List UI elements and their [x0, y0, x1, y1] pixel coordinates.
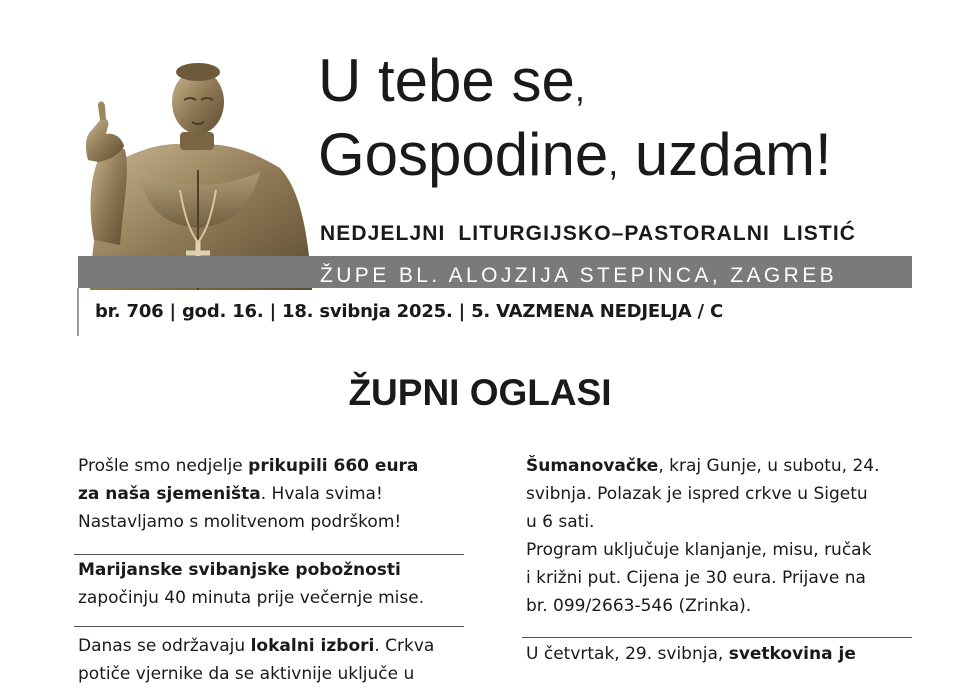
section-heading: ŽUPNI OGLASI: [348, 372, 612, 413]
parish-band: [78, 256, 912, 288]
notice-elections: Danas se održavaju lokalni izbori. Crkva potiče vjernike da se aktivnije uključe u: [78, 636, 435, 684]
issue-border: [77, 288, 79, 336]
separator: [522, 637, 912, 638]
issue-info: br. 706 | god. 16. | 18. svibnja 2025. | 5. VAZMENA NEDJELJA / C: [95, 301, 724, 322]
masthead-title-line-2: Gospodine, uzdam!: [318, 121, 832, 188]
notice-collection: Prošle smo nedjelje prikupili 660 eura za naša sjemeništa. Hvala svima! Nastavljamo s molitvenom podrškom!: [78, 456, 419, 532]
notice-marian-devotions: Marijanske svibanjske pobožnosti započinju 40 minuta prije večernje mise.: [78, 560, 425, 608]
notice-solemnity: U četvrtak, 29. svibnja, svetkovina je: [526, 644, 856, 664]
parish-name: ŽUPE BL. ALOJZIJA STEPINCA, ZAGREB: [320, 264, 838, 287]
notice-pilgrimage: Šumanovačke, kraj Gunje, u subotu, 24. svibnja. Polazak je ispred crkve u Sigetu u 6 sati. Program uključuje klanjanje, misu, ručak i križni put. Cijena je 30 eura. Prijave na br. 099/2663-546 (Zrinka).: [526, 456, 880, 616]
masthead-title-line-1: U tebe se,: [318, 47, 585, 114]
statue-illustration: [80, 50, 312, 290]
separator: [74, 626, 464, 627]
separator: [74, 554, 464, 555]
masthead-subtitle: NEDJELJNI LITURGIJSKO–PASTORALNI LISTIĆ: [320, 222, 857, 245]
